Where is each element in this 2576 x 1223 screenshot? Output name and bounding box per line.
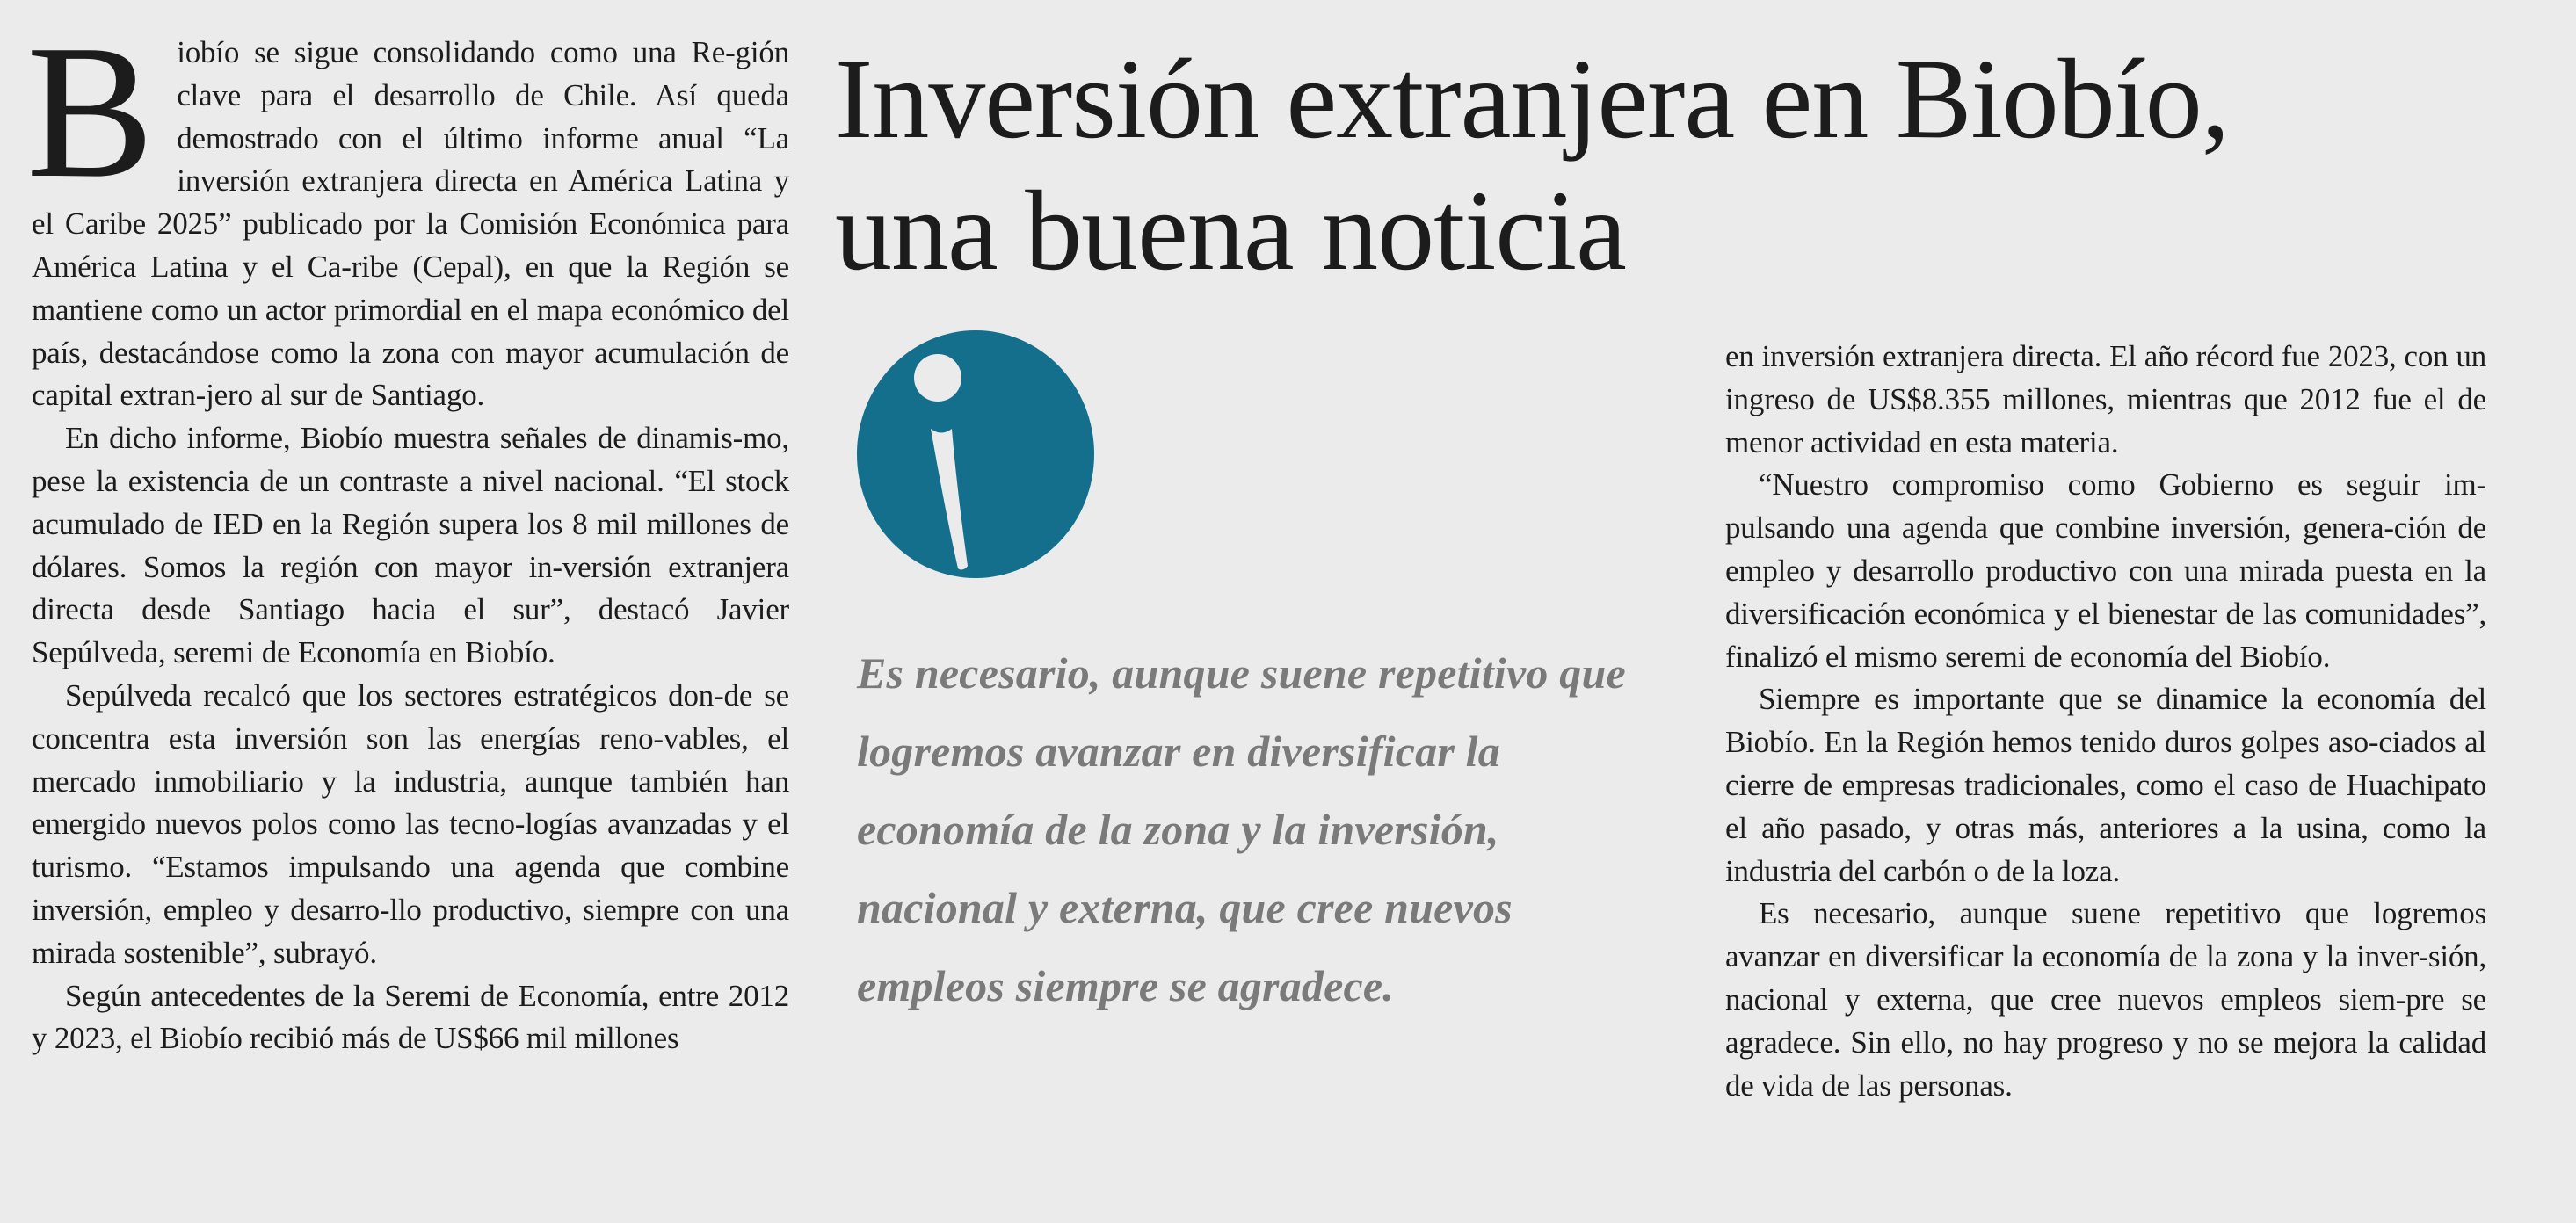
info-icon [857, 330, 1094, 578]
headline [835, 33, 2329, 297]
paragraph-3: Sepúlveda recalcó que los sectores estratégicos don-de se concentra esta inversión son las energías reno-vables, el mercado inmobiliario y la industria, aunque también han emergido nuevos polos como las tecno-logías avanzadas y el turismo. “Estamos impulsando una agenda que combine inversión, empleo y desarro-llo productivo, siempre con una mirada sostenible”, subrayó. [32, 677, 789, 970]
paragraph-7: Siempre es importante que se dinamice la economía del Biobío. En la Región hemos tenido duros golpes aso-ciados al cierre de empresas tradicionales, como el caso de Huachipato el año pasado, y otras más, anteriores a la usina, como la industria del carbón o de la loza. [1725, 682, 2486, 888]
paragraph-4: Según antecedentes de la Seremi de Economía, entre 2012 y 2023, el Biobío recibió más de US$66 mil millones [32, 978, 789, 1056]
paragraph-intro-text: iobío se sigue consolidando como una Re-gión clave para el desarrollo de Chile. Así queda demostrado con el último informe anual “La inversión extranjera directa en América Latina y el Caribe 2025” publicado por la Comisión Económica para América Latina y el Ca-ribe (Cepal), en que la Región se mantiene como un actor primordial en el mapa económico del país, destacándose como la zona con mayor acumulación de capital extran-jero al sur de Santiago. [32, 35, 789, 413]
right-column [1725, 336, 2486, 1107]
paragraph-2: En dicho informe, Biobío muestra señales de dinamis-mo, pese la existencia de un contraste a nivel nacional. “El stock acumulado de IED en la Región supera los 8 mil millones de dólares. Somos la región con mayor in-versión extranjera directa desde Santiago hacia el sur”, destacó Javier Sepúlveda, seremi de Economía en Biobío. [32, 421, 789, 670]
headline-line-2: una buena noticia [835, 168, 1626, 294]
drop-cap: B [26, 6, 155, 218]
paragraph-8: Es necesario, aunque suene repetitivo que logremos avanzar en diversificar la economía de la zona y la inver-sión, nacional y externa, que cree nuevos empleos siem-pre se agradece. Sin ello, no hay progreso y no se mejora la calidad de vida de las personas. [1725, 896, 2486, 1103]
headline-line-1: Inversión extranjera en Biobío, [835, 36, 2230, 163]
paragraph-6: “Nuestro compromiso como Gobierno es seguir im-pulsando una agenda que combine inversión, genera-ción de empleo y desarrollo productivo con una mirada puesta en la diversificación económica y el bienestar de las comunidades”, finalizó el mismo seremi de economía del Biobío. [1725, 467, 2486, 674]
paragraph-5: en inversión extranjera directa. El año récord fue 2023, con un ingreso de US$8.355 millones, mientras que 2012 fue el de menor actividad en esta materia. [1725, 339, 2486, 460]
paragraph-intro [26, 6, 789, 417]
pull-quote: Es necesario, aunque suene repetitivo que logremos avanzar en diversificar la economía de la zona y la inversión, nacional y externa, que cree nuevos empleos siempre se agradece. [857, 648, 1626, 1010]
left-column [26, 6, 789, 1060]
